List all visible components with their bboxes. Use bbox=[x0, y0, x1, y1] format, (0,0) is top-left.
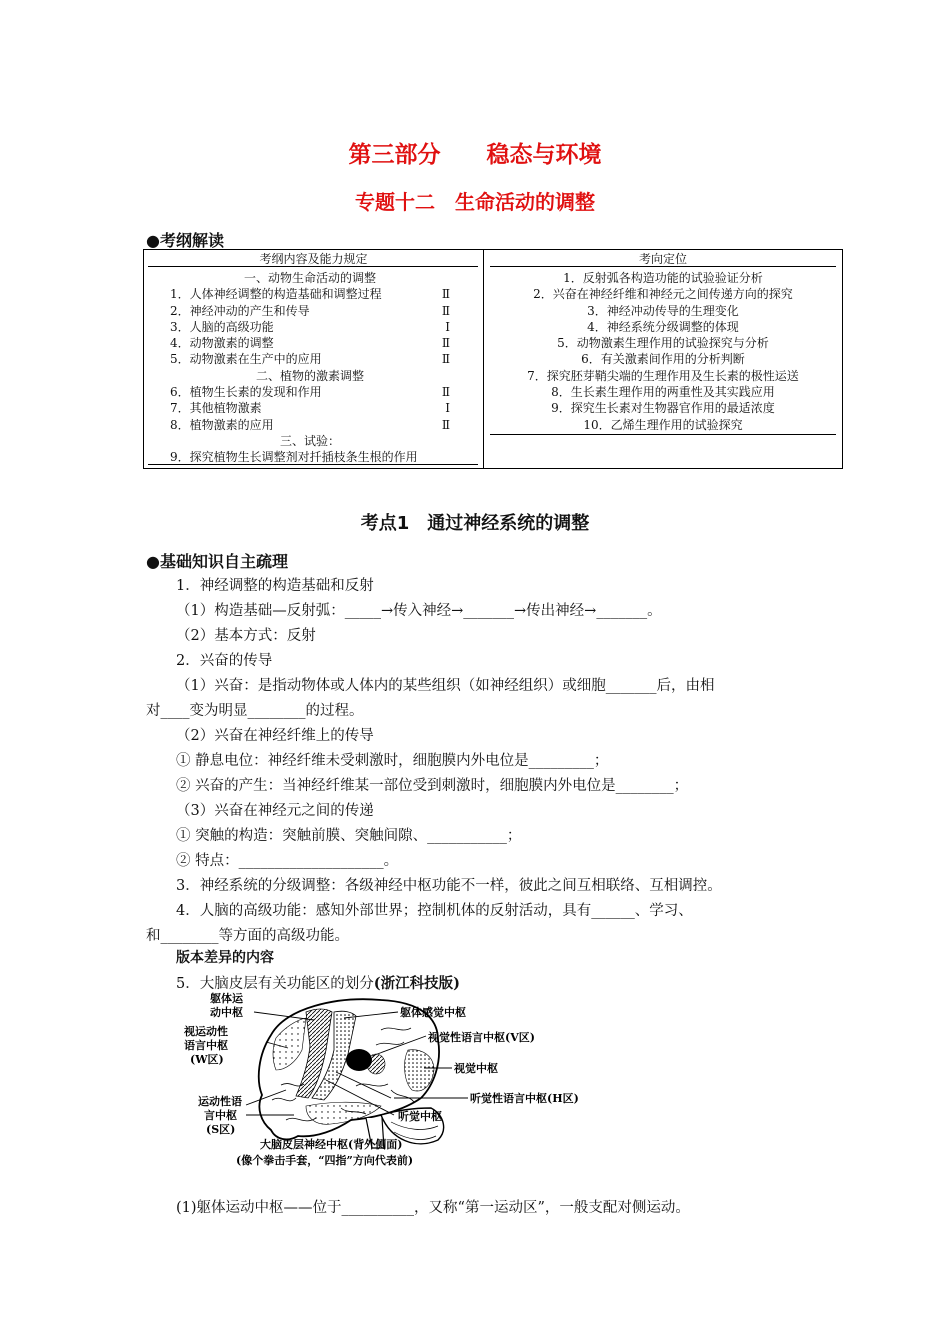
content-line: （2）兴奋在神经纤维上的传导 bbox=[176, 728, 374, 744]
syllabus-item-text: 2．神经冲动的产生和传导 bbox=[170, 303, 310, 318]
syllabus-left-item bbox=[170, 400, 450, 416]
syllabus-item-text: 6．植物生长素的发现和作用 bbox=[170, 385, 322, 400]
label-h-area: 听觉性语言中枢(H区) bbox=[470, 1092, 579, 1105]
syllabus-right-item: 2．兴奋在神经纤维和神经元之间传递方向的探究 bbox=[533, 287, 793, 302]
label-w-area: 语言中枢 bbox=[184, 1039, 228, 1052]
syllabus-item-text: 4．动物激素的调整 bbox=[170, 336, 274, 351]
version-diff-heading: 版本差异的内容 bbox=[176, 950, 274, 966]
content-line: 和________等方面的高级功能。 bbox=[146, 928, 349, 944]
syllabus-right-item: 6．有关激素间作用的分析判断 bbox=[581, 352, 745, 367]
syllabus-item-level: Ⅰ bbox=[445, 401, 450, 416]
figure-caption: 大脑皮层神经中枢(背外侧面) bbox=[260, 1138, 403, 1151]
syllabus-right-item: 7．探究胚芽鞘尖端的生理作用及生长素的极性运送 bbox=[527, 368, 799, 383]
content-line: ① 突触的构造：突触前膜、突触间隙、___________； bbox=[176, 828, 522, 844]
label-motor: 躯体运 bbox=[210, 992, 243, 1005]
content-line: 1．神经调整的构造基础和反射 bbox=[176, 578, 374, 594]
syllabus-item-text: 9．探究植物生长调整剂对扦插枝条生根的作用 bbox=[170, 450, 418, 465]
label-visual: 视觉中枢 bbox=[454, 1062, 498, 1075]
right-column-header: 考向定位 bbox=[638, 252, 687, 266]
syllabus-item-level: Ⅱ bbox=[441, 303, 450, 318]
syllabus-right-item: 3．神经冲动传导的生理变化 bbox=[587, 303, 739, 318]
brain-diagram bbox=[176, 990, 596, 1175]
syllabus-left-item bbox=[170, 335, 450, 351]
content-line: (1)躯体运动中枢——位于__________，又称“第一运动区”，一般支配对侧运动。 bbox=[176, 1200, 690, 1216]
topic-title: 专题十二 生命活动的调整 bbox=[355, 190, 595, 214]
table-divider bbox=[483, 250, 484, 468]
content-line: ① 静息电位：神经纤维未受刺激时，细胞膜内外电位是_________； bbox=[176, 753, 609, 769]
content-line: ② 特点：____________________。 bbox=[176, 853, 399, 869]
kaodian-title: 考点1 通过神经系统的调整 bbox=[360, 513, 590, 534]
syllabus-item-text: 7．其他植物激素 bbox=[170, 401, 262, 416]
syllabus-left-item bbox=[170, 368, 450, 384]
syllabus-item-level: Ⅱ bbox=[441, 287, 450, 302]
syllabus-right-item: 10．乙烯生理作用的试验探究 bbox=[583, 417, 743, 432]
label-motor: 动中枢 bbox=[210, 1006, 243, 1019]
content-line: 2．兴奋的传导 bbox=[176, 653, 273, 669]
content-line: （1）构造基础—反射弧：_____→传入神经→_______→传出神经→_______。 bbox=[176, 603, 662, 619]
syllabus-left-item bbox=[170, 303, 450, 319]
syllabus-left-item bbox=[170, 319, 450, 335]
label-w-area: 视运动性 bbox=[184, 1025, 228, 1038]
content-line: 4．人脑的高级功能：感知外部世界；控制机体的反射活动，具有______、学习、 bbox=[176, 903, 693, 919]
syllabus-left-item bbox=[170, 417, 450, 433]
syllabus-item-text: 3．人脑的高级功能 bbox=[170, 319, 274, 334]
syllabus-left-item bbox=[170, 270, 450, 286]
syllabus-item-level: Ⅱ bbox=[441, 336, 450, 351]
syllabus-right-item: 4．神经系统分级调整的体现 bbox=[587, 319, 739, 334]
right-column-list bbox=[490, 270, 836, 433]
syllabus-right-item: 1．反射弧各构造功能的试验验证分析 bbox=[563, 271, 763, 285]
syllabus-left-item bbox=[170, 286, 450, 302]
syllabus-right-item: 8．生长素生理作用的两重性及其实践应用 bbox=[551, 385, 775, 400]
syllabus-left-item bbox=[170, 351, 450, 367]
label-somatosensory: 躯体感觉中枢 bbox=[400, 1006, 466, 1019]
syllabus-right-item: 5．动物激素生理作用的试验探究与分析 bbox=[557, 336, 769, 351]
part-title: 第三部分 稳态与环境 bbox=[348, 142, 602, 168]
label-s-area: 运动性语 bbox=[198, 1095, 242, 1108]
content-line: 3．神经系统的分级调整：各级神经中枢功能不一样，彼此之间互相联络、互相调控。 bbox=[176, 878, 722, 894]
content-line: 对____变为明显________的过程。 bbox=[146, 703, 364, 719]
basic-knowledge-heading: ●基础知识自主疏理 bbox=[146, 552, 288, 571]
syllabus-item-level: Ⅰ bbox=[445, 319, 450, 334]
syllabus-item-text: 5．动物激素在生产中的应用 bbox=[170, 352, 322, 367]
syllabus-left-item bbox=[170, 384, 450, 400]
header-rule bbox=[490, 266, 836, 267]
syllabus-left-item bbox=[170, 433, 450, 449]
label-v-area: 视觉性语言中枢(V区) bbox=[428, 1031, 535, 1044]
content-line: ② 兴奋的产生：当神经纤维某一部位受到刺激时，细胞膜内外电位是________； bbox=[176, 778, 689, 794]
content-line: 5．大脑皮层有关功能区的划分(浙江科技版) bbox=[176, 975, 460, 992]
label-s-area: (S区) bbox=[206, 1123, 236, 1136]
syllabus-item-level: Ⅱ bbox=[441, 385, 450, 400]
figure-caption: (像个拳击手套，“四指”方向代表前) bbox=[236, 1154, 414, 1167]
syllabus-table bbox=[143, 249, 843, 469]
content-line: （2）基本方式：反射 bbox=[176, 628, 316, 644]
syllabus-item-text: 二、植物的激素调整 bbox=[255, 368, 364, 383]
label-s-area: 言中枢 bbox=[204, 1109, 237, 1122]
left-column-header: 考纲内容及能力规定 bbox=[259, 252, 368, 266]
syllabus-item-level: Ⅱ bbox=[441, 352, 450, 367]
syllabus-item-text: 一、动物生命活动的调整 bbox=[243, 271, 376, 285]
content-line: （1）兴奋：是指动物体或人体内的某些组织（如神经组织）或细胞_______后，由相 bbox=[176, 678, 715, 694]
syllabus-heading: ●考纲解读 bbox=[146, 231, 224, 250]
syllabus-item-level: Ⅱ bbox=[441, 417, 450, 432]
bottom-rule bbox=[490, 434, 836, 435]
label-auditory: 听觉中枢 bbox=[398, 1110, 442, 1123]
syllabus-item-text: 8．植物激素的应用 bbox=[170, 417, 274, 432]
syllabus-right-item: 9．探究生长素对生物器官作用的最适浓度 bbox=[551, 401, 775, 416]
label-w-area: (W区) bbox=[190, 1053, 224, 1066]
left-column-list bbox=[170, 270, 450, 466]
content-line: （3）兴奋在神经元之间的传递 bbox=[176, 803, 374, 819]
syllabus-item-text: 三、试验： bbox=[279, 433, 340, 448]
header-rule bbox=[148, 266, 478, 267]
syllabus-left-item bbox=[170, 449, 450, 465]
syllabus-item-text: 1．人体神经调整的构造基础和调整过程 bbox=[170, 287, 382, 302]
